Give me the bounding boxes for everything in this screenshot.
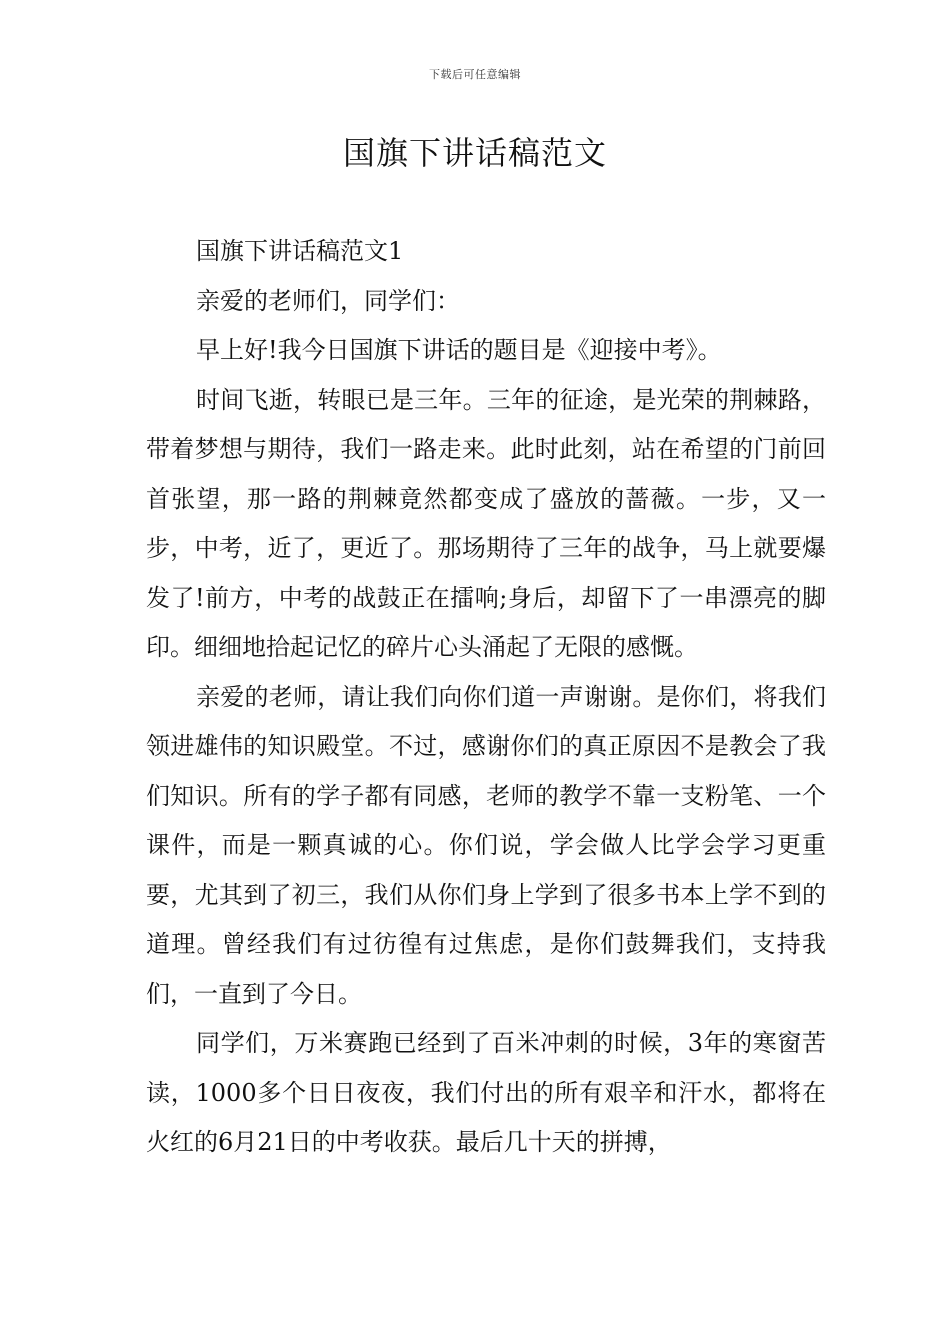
body-paragraph: 亲爱的老师，请让我们向你们道一声谢谢。是你们，将我们领进雄伟的知识殿堂。不过，感谢你们的真正原因不是教会了我们知识。所有的学子都有同感，老师的教学不靠一支粉笔、一个课件，而是一颗真诚的心。你们说，学会做人比学会学习更重要，尤其到了初三，我们从你们身上学到了很多书本上学不到的道理。曾经我们有过彷徨有过焦虑，是你们鼓舞我们，支持我们，一直到了今日。: [146, 682, 826, 1008]
document-body: [146, 227, 826, 1168]
body-paragraph: 同学们，万米赛跑已经到了百米冲刺的时候，3年的寒窗苦读，1000多个日日夜夜，我们付出的所有艰辛和汗水，都将在火红的6月21日的中考收获。最后几十天的拼搏，: [146, 1029, 826, 1156]
header-note: 下载后可任意编辑: [429, 68, 521, 81]
opening-paragraph: 早上好!我今日国旗下讲话的题目是《迎接中考》。: [196, 336, 722, 364]
subtitle-paragraph: 国旗下讲话稿范文1: [196, 237, 404, 265]
greeting-paragraph: 亲爱的老师们，同学们：: [196, 286, 460, 315]
document-title: 国旗下讲话稿范文: [342, 134, 607, 172]
body-paragraph: 时间飞逝，转眼已是三年。三年的征途，是光荣的荆棘路，带着梦想与期待，我们一路走来。此时此刻，站在希望的门前回首张望，那一路的荆棘竟然都变成了盛放的蔷薇。一步，又一步，中考，近了，更近了。那场期待了三年的战争，马上就要爆发了!前方，中考的战鼓正在擂响;身后，却留下了一串漂亮的脚印。细细地拾起记忆的碎片心头涌起了无限的感慨。: [146, 385, 826, 661]
